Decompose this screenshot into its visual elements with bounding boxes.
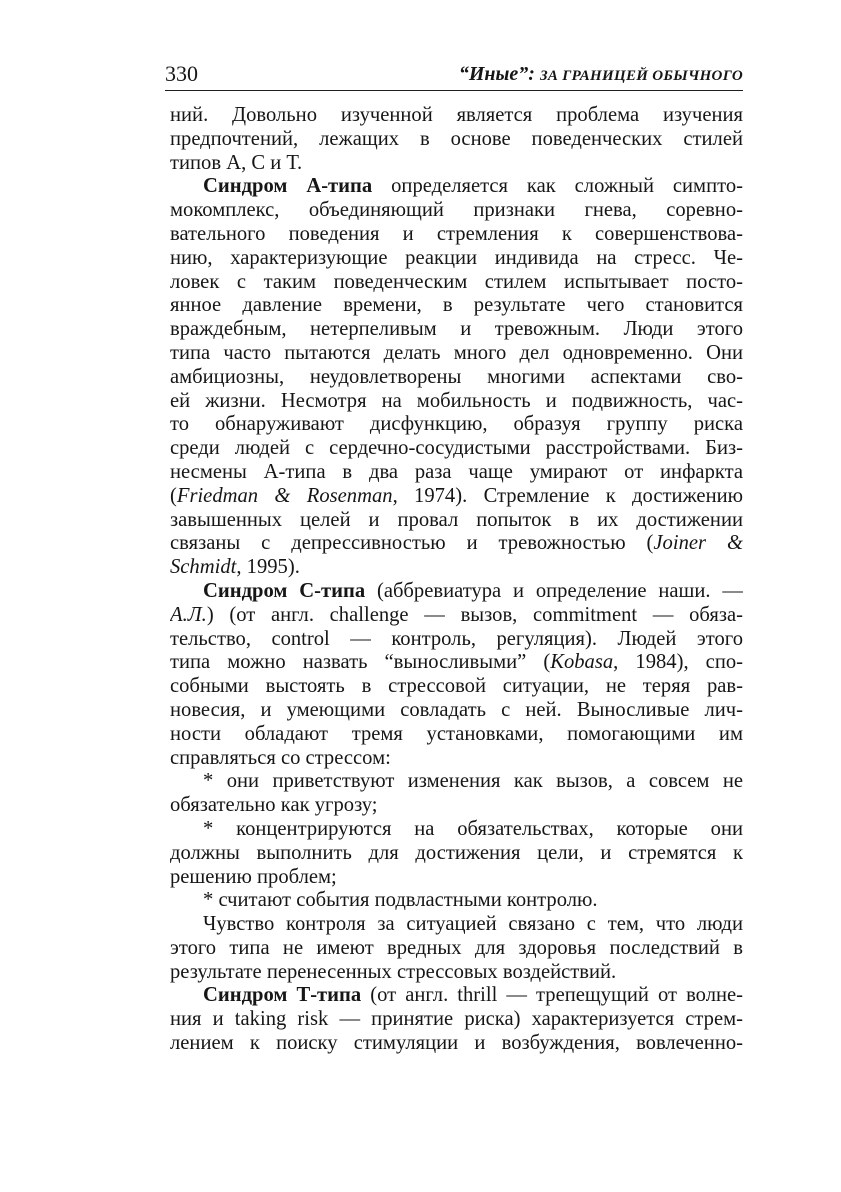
text-line: предпочтений, лежащих в основе поведенческих стилей [170,127,743,150]
text-line: мокомплекс, объединяющий признаки гнева, соревно- [170,199,743,222]
text-line: типа часто пытаются делать много дел одновременно. Они [170,341,743,364]
text-line: завышенных целей и провал попыток в их достижении [170,508,743,531]
text-line: ний. Довольно изученной является проблема изучения [170,104,743,126]
bullet-line: * они приветствуют изменения как вызов, а совсем не [203,770,743,793]
running-head-main: “Иные”: [458,63,535,85]
text-line: Синдром Т-типа (от англ. thrill — трепещущий от волне- [203,984,743,1007]
citation-author: Schmidt [170,556,237,579]
text-line: обязательно как угрозу; [170,794,378,817]
text-line: результате перенесенных стрессовых воздействий. [170,960,617,983]
text-line: Schmidt, 1995). [170,556,300,579]
text-line: нию, характеризующие реакции индивида на стресс. Че- [170,246,743,269]
page-header [165,62,743,91]
running-head [459,62,743,88]
text-line: собными выстоять в стрессовой ситуации, не теряя рав- [170,675,743,698]
citation-author: Kobasa [550,651,614,674]
text-line: типа можно назвать “выносливыми” (Kobasa, 1984), спо- [170,651,743,674]
text-line: связаны с депрессивностью и тревожностью (Joiner & [170,532,743,555]
running-head-rest: ЗА ГРАНИЦЕЙ ОБЫЧНОГО [539,68,743,84]
text-line: типов А, С и Т. [170,151,303,174]
text-line: ния и taking risk — принятие риска) характеризуется стрем- [170,1008,743,1031]
text-line: ей жизни. Несмотря на мобильность и подвижность, час- [170,389,743,412]
citation-author: Friedman & Rosenman [176,484,393,507]
term-a-type: Синдром А-типа [203,175,373,198]
author-initials: А.Л. [170,603,207,626]
text-line: амбициозны, неудовлетворены многими аспектами сво- [170,365,743,388]
text-line: Чувство контроля за ситуацией связано с тем, что люди [203,913,743,936]
text-line: янное давление времени, в результате чего становится [170,294,743,317]
bullet-line: * считают события подвластными контролю. [203,889,598,912]
text-line: решению проблем; [170,865,337,888]
text-line: этого типа не имеют вредных для здоровья последствий в [170,936,743,959]
text-line: Синдром С-типа (аббревиатура и определение наши. — [203,579,743,602]
page-number: 330 [165,61,198,86]
text-line: должны выполнить для достижения цели, и стремятся к [170,841,743,864]
text-line: новесия, и умеющими совладать с ней. Выносливые лич- [170,698,743,721]
term-c-type: Синдром С-типа [203,579,366,602]
text-line: тельство, control — контроль, регуляция). Людей этого [170,627,743,650]
text-line: лением к поиску стимуляции и возбуждения, вовлеченно- [170,1032,743,1055]
text-line: враждебным, нетерпеливым и тревожным. Люди этого [170,318,743,341]
text-line: несмены А-типа в два раза чаще умирают от инфаркта [170,460,743,483]
text-line: справляться со стрессом: [170,746,391,769]
page-body [170,104,743,1056]
text-line: (Friedman & Rosenman, 1974). Стремление к достижению [170,484,743,507]
text-line: ности обладают тремя установками, помогающими им [170,722,743,745]
text-line: А.Л.) (от англ. challenge — вызов, commitment — обяза- [170,603,743,626]
text-line: Синдром А-типа определяется как сложный симпто- [203,175,743,198]
text-line: среди людей с сердечно-сосудистыми расстройствами. Биз- [170,437,743,460]
text-line: ловек с таким поведенческим стилем испытывает посто- [170,270,743,293]
citation-author: Joiner & [653,532,743,555]
text-line: то обнаруживают дисфункцию, образуя группу риска [170,413,743,436]
term-t-type: Синдром Т-типа [203,984,362,1007]
bullet-line: * концентрируются на обязательствах, которые они [203,817,743,840]
text-line: вательного поведения и стремления к совершенствова- [170,222,743,245]
